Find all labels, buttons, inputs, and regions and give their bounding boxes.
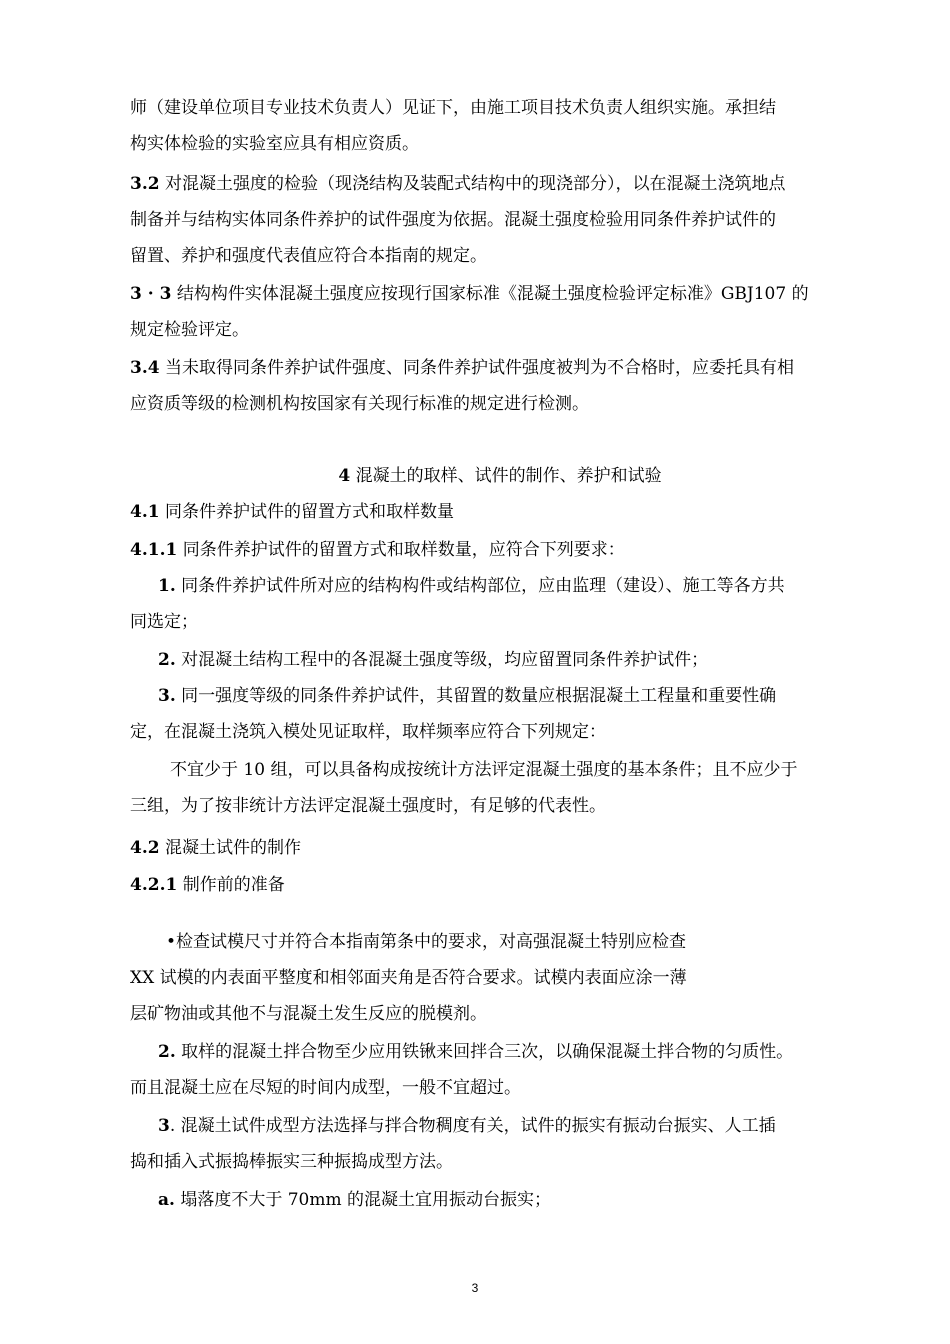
text-line	[130, 244, 870, 268]
text-line	[130, 318, 870, 342]
line-text: 对混凝土强度的检验（现浇结构及装配式结构中的现浇部分），以在混凝土浇筑地点	[159, 174, 786, 194]
text-line	[130, 966, 870, 990]
clause-number: 3 · 3	[130, 284, 172, 304]
text-line	[130, 96, 870, 120]
line-text: 同条件养护试件的留置方式和取样数量	[159, 502, 454, 522]
text-line	[130, 1040, 898, 1064]
text-line	[130, 836, 870, 860]
text-line	[130, 500, 870, 524]
line-text: 捣和插入式振捣棒振实三种振捣成型方法。	[130, 1152, 453, 1172]
section-heading	[130, 464, 870, 488]
line-text: 混凝土的取样、试件的制作、养护和试验	[350, 466, 662, 486]
line-text: 结构构件实体混凝土强度应按现行国家标准《混凝土强度检验评定标准》GBJ107 的	[171, 284, 809, 304]
text-line	[130, 574, 898, 598]
text-line	[130, 1076, 870, 1100]
clause-number: 2.	[158, 1042, 176, 1062]
text-line	[130, 794, 870, 818]
text-line	[130, 1188, 898, 1212]
line-text: . 混凝土试件成型方法选择与拌合物稠度有关，试件的振实有振动台振实、人工插	[169, 1116, 776, 1136]
line-text: 师（建设单位项目专业技术负责人）见证下，由施工项目技术负责人组织实施。承担结	[130, 98, 776, 118]
text-line	[130, 392, 870, 416]
line-text: 同条件养护试件的留置方式和取样数量，应符合下列要求：	[177, 540, 625, 560]
line-text: 塌落度不大于 70mm 的混凝土宜用振动台振实；	[174, 1190, 552, 1210]
text-line	[130, 208, 870, 232]
line-text: 同选定；	[130, 612, 198, 632]
text-line	[130, 1002, 870, 1026]
text-line	[130, 1150, 870, 1174]
clause-number: 3	[158, 1116, 170, 1136]
line-text: 不宜少于 10 组，可以具备构成按统计方法评定混凝土强度的基本条件；且不应少于	[170, 760, 798, 780]
clause-number: 3.2	[130, 174, 160, 194]
line-text: 层矿物油或其他不与混凝土发生反应的脱模剂。	[130, 1004, 487, 1024]
text-line	[130, 873, 870, 897]
clause-number: 4.2.1	[130, 875, 178, 895]
line-text: 应资质等级的检测机构按国家有关现行标准的规定进行检测。	[130, 394, 589, 414]
line-text: 同一强度等级的同条件养护试件，其留置的数量应根据混凝土工程量和重要性确	[175, 686, 777, 706]
clause-number: 3.	[158, 686, 176, 706]
line-text: 同条件养护试件所对应的结构构件或结构部位，应由监理（建设）、施工等各方共	[175, 576, 785, 596]
text-line	[130, 930, 906, 954]
text-line	[130, 1114, 898, 1138]
text-line	[130, 282, 870, 306]
line-text: 当未取得同条件养护试件强度、同条件养护试件强度被判为不合格时，应委托具有相	[159, 358, 794, 378]
clause-number: 4.2	[130, 838, 160, 858]
line-text: 留置、养护和强度代表值应符合本指南的规定。	[130, 246, 487, 266]
line-text: XX 试模的内表面平整度和相邻面夹角是否符合要求。试模内表面应涂一薄	[130, 968, 687, 988]
text-line	[130, 610, 870, 634]
line-text: 构实体检验的实验室应具有相应资质。	[130, 134, 419, 154]
line-text: 而且混凝土应在尽短的时间内成型，一般不宜超过。	[130, 1078, 521, 1098]
text-line	[130, 720, 870, 744]
clause-number: 4.1.1	[130, 540, 178, 560]
line-text: 定，在混凝土浇筑入模处见证取样，取样频率应符合下列规定：	[130, 722, 606, 742]
clause-number: 4.1	[130, 502, 160, 522]
clause-number: 2.	[158, 650, 176, 670]
line-text: 取样的混凝土拌合物至少应用铁锹来回拌合三次，以确保混凝土拌合物的匀质性。	[175, 1042, 794, 1062]
text-line	[130, 648, 898, 672]
clause-number: a.	[158, 1190, 175, 1210]
line-text: 三组，为了按非统计方法评定混凝土强度时，有足够的代表性。	[130, 796, 606, 816]
text-line	[130, 132, 870, 156]
text-line	[130, 356, 870, 380]
text-line	[130, 758, 910, 782]
line-text: 混凝土试件的制作	[159, 838, 301, 858]
text-line	[130, 172, 870, 196]
clause-number: 3.4	[130, 358, 160, 378]
text-line	[130, 684, 898, 708]
line-text: 对混凝土结构工程中的各混凝土强度等级，均应留置同条件养护试件；	[175, 650, 709, 670]
line-text: 制作前的准备	[177, 875, 285, 895]
page-number: 3	[471, 1281, 479, 1295]
line-text: 制备并与结构实体同条件养护的试件强度为依据。混凝土强度检验用同条件养护试件的	[130, 210, 776, 230]
line-text: •检查试模尺寸并符合本指南第条中的要求，对高强混凝土特别应检查	[166, 932, 687, 952]
clause-number: 4	[338, 466, 351, 486]
clause-number: 1.	[158, 576, 176, 596]
line-text: 规定检验评定。	[130, 320, 249, 340]
text-line	[130, 538, 870, 562]
